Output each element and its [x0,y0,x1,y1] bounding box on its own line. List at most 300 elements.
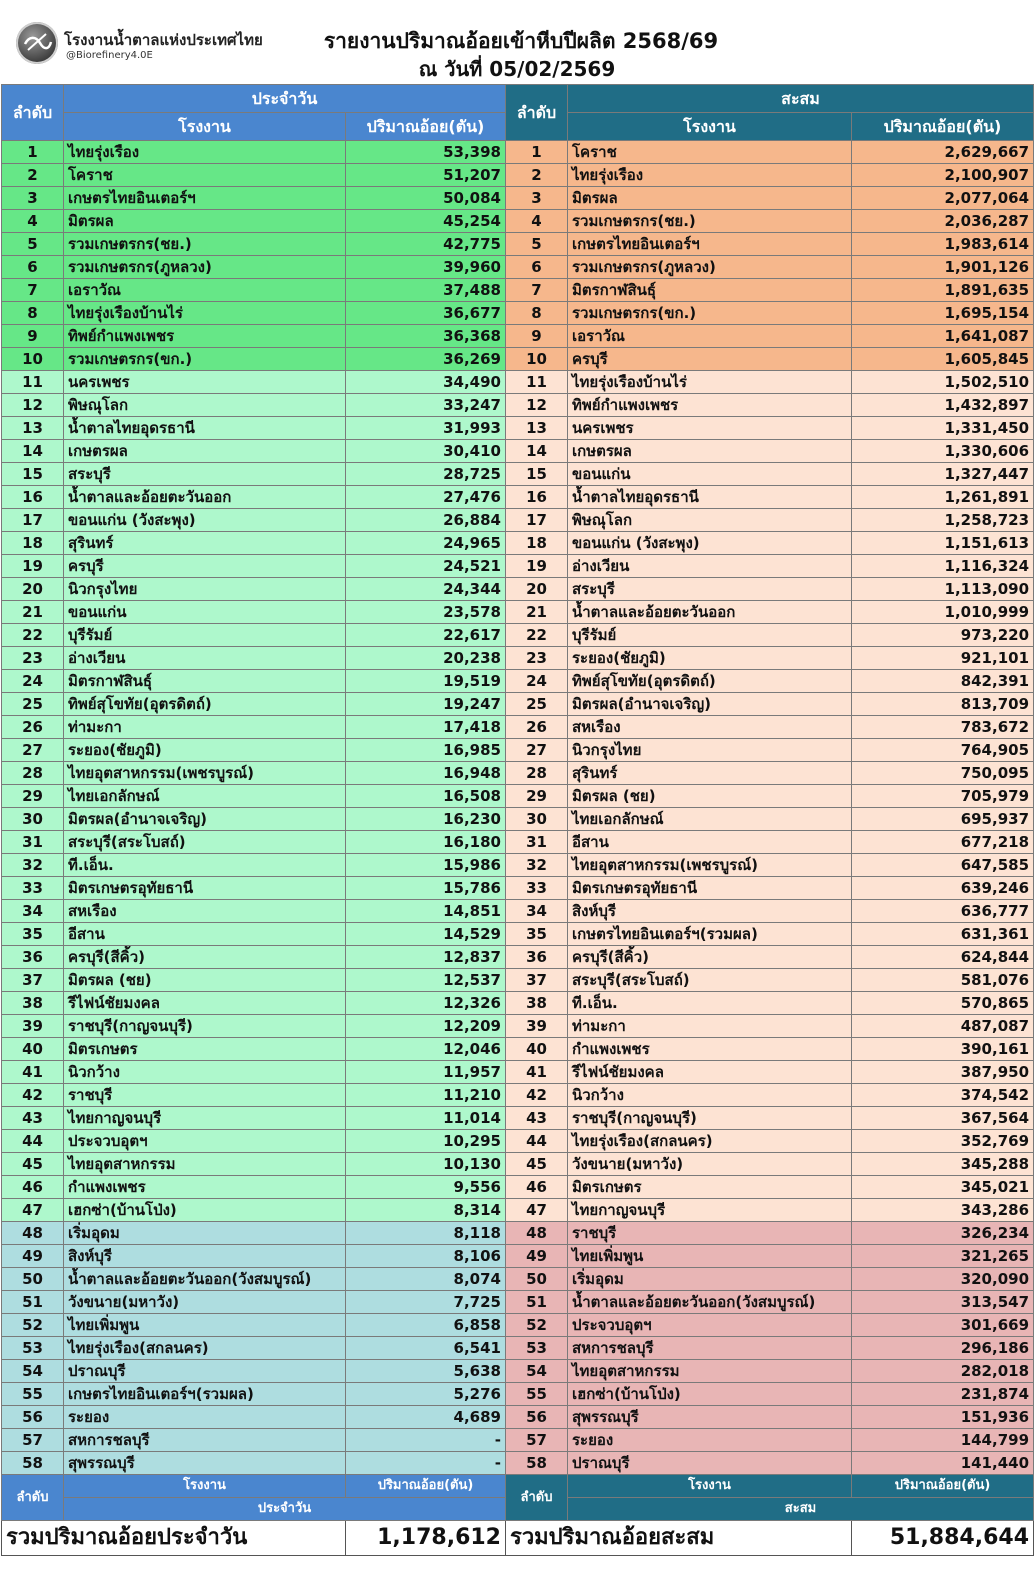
cumulative-factory-cell: เกษตรไทยอินเตอร์ฯ [568,233,852,256]
daily-rank-cell: 54 [2,1360,64,1383]
table-row [2,923,1034,946]
daily-factory-cell: กำแพงเพชร [64,1176,346,1199]
table-row [2,394,1034,417]
cumulative-factory-cell: ไทยเอกลักษณ์ [568,808,852,831]
cumulative-factory-cell: ไทยอุตสาหกรรม [568,1360,852,1383]
table-row [2,1038,1034,1061]
cumulative-amount-cell: 1,327,447 [852,463,1034,486]
cumulative-rank-cell: 2 [506,164,568,187]
table-row [2,854,1034,877]
table-row [2,256,1034,279]
cumulative-factory-cell: ไทยรุ่งเรือง [568,164,852,187]
daily-rank-cell: 18 [2,532,64,555]
daily-rank-cell: 17 [2,509,64,532]
daily-amount-cell: 12,326 [346,992,506,1015]
daily-amount-cell: 6,541 [346,1337,506,1360]
cumulative-amount-cell: 636,777 [852,900,1034,923]
cumulative-factory-cell: ท่ามะกา [568,1015,852,1038]
cumulative-factory-cell: น้ำตาลไทยอุดรธานี [568,486,852,509]
org-handle: @Biorefinery4.0E [66,50,153,61]
daily-factory-cell: ไทยรุ่งเรือง(สกลนคร) [64,1337,346,1360]
cumulative-amount-cell: 2,629,667 [852,141,1034,164]
cumulative-rank-cell: 35 [506,923,568,946]
daily-rank-cell: 45 [2,1153,64,1176]
cumulative-factory-cell: นครเพชร [568,417,852,440]
daily-rank-cell: 13 [2,417,64,440]
daily-factory-cell: เอราวัณ [64,279,346,302]
table-row [2,578,1034,601]
cumulative-factory-cell: อ่างเวียน [568,555,852,578]
daily-rank-cell: 55 [2,1383,64,1406]
daily-factory-header: โรงงาน [64,113,346,141]
cumulative-rank-cell: 12 [506,394,568,417]
daily-amount-cell: 12,837 [346,946,506,969]
cumulative-rank-cell: 44 [506,1130,568,1153]
daily-amount-cell: 16,985 [346,739,506,762]
daily-rank-cell: 5 [2,233,64,256]
cumulative-amount-cell: 842,391 [852,670,1034,693]
cumulative-rank-cell: 48 [506,1222,568,1245]
table-row [2,325,1034,348]
cumulative-factory-cell: รวมเกษตรกร(ภูหลวง) [568,256,852,279]
table-row [2,647,1034,670]
daily-rank-cell: 2 [2,164,64,187]
daily-factory-cell: วังขนาย(มหาวัง) [64,1291,346,1314]
daily-rank-cell: 49 [2,1245,64,1268]
daily-rank-cell: 15 [2,463,64,486]
cumulative-factory-cell: มิตรเกษตร [568,1176,852,1199]
cumulative-factory-cell: ประจวบอุตฯ [568,1314,852,1337]
cumulative-amount-cell: 783,672 [852,716,1034,739]
cumulative-amount-footer: ปริมาณอ้อย(ตัน) [852,1475,1034,1498]
daily-amount-cell: 24,521 [346,555,506,578]
daily-amount-cell: 8,106 [346,1245,506,1268]
daily-rank-cell: 58 [2,1452,64,1475]
daily-factory-cell: ไทยกาญจนบุรี [64,1107,346,1130]
daily-amount-cell: 28,725 [346,463,506,486]
daily-rank-cell: 39 [2,1015,64,1038]
cumulative-amount-cell: 1,116,324 [852,555,1034,578]
cumulative-amount-cell: 1,891,635 [852,279,1034,302]
daily-amount-cell: 4,689 [346,1406,506,1429]
cumulative-factory-cell: สระบุรี [568,578,852,601]
cumulative-factory-cell: ระยอง [568,1429,852,1452]
cumulative-rank-cell: 45 [506,1153,568,1176]
cumulative-factory-cell: ทิพย์สุโขทัย(อุตรดิตถ์) [568,670,852,693]
daily-amount-cell: 20,238 [346,647,506,670]
cumulative-amount-cell: 390,161 [852,1038,1034,1061]
cumulative-factory-cell: โคราช [568,141,852,164]
cumulative-amount-cell: 1,432,897 [852,394,1034,417]
daily-amount-cell: 19,519 [346,670,506,693]
daily-amount-cell: 23,578 [346,601,506,624]
daily-amount-cell: 24,344 [346,578,506,601]
report-header [0,0,1034,84]
daily-rank-cell: 6 [2,256,64,279]
cumulative-amount-cell: 141,440 [852,1452,1034,1475]
daily-rank-cell: 36 [2,946,64,969]
cumulative-amount-cell: 677,218 [852,831,1034,854]
cumulative-rank-cell: 32 [506,854,568,877]
daily-amount-cell: 10,295 [346,1130,506,1153]
cumulative-rank-cell: 23 [506,647,568,670]
daily-factory-cell: รวมเกษตรกร(ขก.) [64,348,346,371]
cumulative-amount-cell: 352,769 [852,1130,1034,1153]
cumulative-rank-cell: 15 [506,463,568,486]
daily-factory-cell: น้ำตาลและอ้อยตะวันออก(วังสมบูรณ์) [64,1268,346,1291]
cumulative-amount-cell: 326,234 [852,1222,1034,1245]
cumulative-amount-cell: 343,286 [852,1199,1034,1222]
cumulative-amount-cell: 1,331,450 [852,417,1034,440]
daily-amount-cell: 12,537 [346,969,506,992]
cumulative-factory-cell: พิษณุโลก [568,509,852,532]
daily-factory-cell: ที.เอ็น. [64,854,346,877]
cumulative-rank-cell: 3 [506,187,568,210]
daily-rank-cell: 30 [2,808,64,831]
report-date: ณ วันที่ 05/02/2569 [418,57,616,81]
cumulative-rank-cell: 6 [506,256,568,279]
daily-rank-cell: 35 [2,923,64,946]
daily-amount-cell: 11,014 [346,1107,506,1130]
totals-row [2,1521,1034,1556]
daily-amount-cell: 50,084 [346,187,506,210]
daily-factory-cell: ขอนแก่น (วังสะพุง) [64,509,346,532]
cumulative-amount-cell: 374,542 [852,1084,1034,1107]
cumulative-amount-cell: 1,010,999 [852,601,1034,624]
daily-factory-cell: รวมเกษตรกร(ชย.) [64,233,346,256]
cumulative-rank-cell: 30 [506,808,568,831]
daily-rank-cell: 51 [2,1291,64,1314]
daily-rank-cell: 23 [2,647,64,670]
cumulative-amount-cell: 764,905 [852,739,1034,762]
table-row [2,371,1034,394]
cumulative-rank-cell: 22 [506,624,568,647]
daily-rank-cell: 42 [2,1084,64,1107]
cumulative-factory-cell: น้ำตาลและอ้อยตะวันออก(วังสมบูรณ์) [568,1291,852,1314]
table-row [2,1107,1034,1130]
daily-rank-cell: 43 [2,1107,64,1130]
daily-amount-cell: 16,948 [346,762,506,785]
table-row [2,233,1034,256]
cumulative-factory-cell: รวมเกษตรกร(ขก.) [568,302,852,325]
daily-amount-cell: 22,617 [346,624,506,647]
daily-amount-cell: 16,508 [346,785,506,808]
table-row [2,348,1034,371]
cumulative-factory-cell: นิวกว้าง [568,1084,852,1107]
daily-factory-cell: เฮกซ่า(บ้านโป่ง) [64,1199,346,1222]
cumulative-amount-cell: 151,936 [852,1406,1034,1429]
daily-rank-cell: 21 [2,601,64,624]
daily-factory-cell: มิตรเกษตร [64,1038,346,1061]
table-row [2,555,1034,578]
daily-rank-cell: 27 [2,739,64,762]
table-row [2,486,1034,509]
cumulative-factory-cell: ไทยรุ่งเรือง(สกลนคร) [568,1130,852,1153]
cumulative-factory-cell: เกษตรไทยอินเตอร์ฯ(รวมผล) [568,923,852,946]
daily-amount-cell: 10,130 [346,1153,506,1176]
daily-factory-cell: เริ่มอุดม [64,1222,346,1245]
daily-factory-cell: อีสาน [64,923,346,946]
cumulative-amount-cell: 631,361 [852,923,1034,946]
cumulative-amount-cell: 321,265 [852,1245,1034,1268]
cumulative-rank-cell: 26 [506,716,568,739]
daily-factory-cell: สหเรือง [64,900,346,923]
cumulative-factory-cell: มิตรผล(อำนาจเจริญ) [568,693,852,716]
cumulative-total-value: 51,884,644 [852,1521,1034,1556]
table-row [2,1015,1034,1038]
cumulative-factory-cell: วังขนาย(มหาวัง) [568,1153,852,1176]
cumulative-amount-cell: 1,901,126 [852,256,1034,279]
cumulative-rank-cell: 13 [506,417,568,440]
daily-rank-cell: 24 [2,670,64,693]
daily-factory-cell: สระบุรี [64,463,346,486]
cumulative-rank-cell: 1 [506,141,568,164]
cumulative-amount-cell: 1,330,606 [852,440,1034,463]
cumulative-amount-cell: 1,502,510 [852,371,1034,394]
daily-factory-cell: ครบุรี [64,555,346,578]
table-row [2,1061,1034,1084]
daily-amount-cell: 8,074 [346,1268,506,1291]
table-row [2,164,1034,187]
daily-total-label: รวมปริมาณอ้อยประจำวัน [2,1521,346,1556]
table-row [2,509,1034,532]
cumulative-amount-cell: 1,605,845 [852,348,1034,371]
table-row [2,1222,1034,1245]
cumulative-factory-cell: ขอนแก่น (วังสะพุง) [568,532,852,555]
cumulative-amount-cell: 921,101 [852,647,1034,670]
daily-amount-cell: 30,410 [346,440,506,463]
daily-factory-cell: ครบุรี(สีคิ้ว) [64,946,346,969]
cumulative-amount-cell: 345,288 [852,1153,1034,1176]
daily-amount-cell: 34,490 [346,371,506,394]
daily-rank-cell: 12 [2,394,64,417]
daily-rank-cell: 38 [2,992,64,1015]
table-row [2,532,1034,555]
cumulative-rank-cell: 56 [506,1406,568,1429]
cumulative-factory-cell: ที.เอ็น. [568,992,852,1015]
daily-rank-cell: 31 [2,831,64,854]
cumulative-rank-cell: 57 [506,1429,568,1452]
cumulative-factory-cell: สหการชลบุรี [568,1337,852,1360]
table-row [2,463,1034,486]
cumulative-amount-cell: 231,874 [852,1383,1034,1406]
table-row [2,1176,1034,1199]
table-row [2,417,1034,440]
table-row [2,279,1034,302]
cumulative-factory-cell: รีไฟน์ชัยมงคล [568,1061,852,1084]
footer-header-row [2,1475,1034,1498]
table-row [2,670,1034,693]
table-row [2,831,1034,854]
cumulative-amount-cell: 695,937 [852,808,1034,831]
table-row [2,624,1034,647]
daily-rank-cell: 29 [2,785,64,808]
daily-amount-cell: 27,476 [346,486,506,509]
table-row [2,1314,1034,1337]
cumulative-rank-cell: 25 [506,693,568,716]
daily-factory-cell: ปราณบุรี [64,1360,346,1383]
cumulative-rank-cell: 21 [506,601,568,624]
daily-amount-cell: 5,276 [346,1383,506,1406]
cumulative-amount-cell: 296,186 [852,1337,1034,1360]
cumulative-factory-cell: ปราณบุรี [568,1452,852,1475]
daily-factory-footer: โรงงาน [64,1475,346,1498]
daily-factory-cell: โคราช [64,164,346,187]
daily-amount-cell: 8,314 [346,1199,506,1222]
table-row [2,900,1034,923]
cumulative-amount-cell: 1,113,090 [852,578,1034,601]
cumulative-factory-cell: ไทยกาญจนบุรี [568,1199,852,1222]
table-row [2,1383,1034,1406]
cumulative-amount-cell: 2,036,287 [852,210,1034,233]
daily-amount-cell: 45,254 [346,210,506,233]
table-row [2,440,1034,463]
daily-factory-cell: มิตรผล(อำนาจเจริญ) [64,808,346,831]
daily-rank-cell: 9 [2,325,64,348]
cumulative-amount-cell: 301,669 [852,1314,1034,1337]
daily-rank-cell: 53 [2,1337,64,1360]
cumulative-factory-cell: กำแพงเพชร [568,1038,852,1061]
daily-amount-cell: 26,884 [346,509,506,532]
cumulative-factory-cell: สุพรรณบุรี [568,1406,852,1429]
daily-rank-cell: 33 [2,877,64,900]
daily-rank-footer: ลำดับ [2,1475,64,1521]
cumulative-factory-cell: ครบุรี [568,348,852,371]
cumulative-rank-cell: 17 [506,509,568,532]
daily-amount-cell: 7,725 [346,1291,506,1314]
daily-factory-cell: รวมเกษตรกร(ภูหลวง) [64,256,346,279]
daily-rank-cell: 34 [2,900,64,923]
daily-amount-cell: 14,529 [346,923,506,946]
daily-factory-cell: ไทยรุ่งเรือง [64,141,346,164]
cumulative-amount-cell: 1,695,154 [852,302,1034,325]
cumulative-factory-cell: สระบุรี(สระโบสถ์) [568,969,852,992]
cumulative-rank-cell: 11 [506,371,568,394]
daily-rank-cell: 56 [2,1406,64,1429]
daily-factory-cell: ระยอง [64,1406,346,1429]
daily-factory-cell: นครเพชร [64,371,346,394]
table-row [2,601,1034,624]
table-row [2,302,1034,325]
cumulative-rank-cell: 14 [506,440,568,463]
cumulative-factory-cell: มิตรกาฬสินธุ์ [568,279,852,302]
cumulative-factory-cell: ไทยอุตสาหกรรม(เพชรบูรณ์) [568,854,852,877]
table-row [2,1360,1034,1383]
daily-factory-cell: มิตรผล (ชย) [64,969,346,992]
cumulative-rank-cell: 53 [506,1337,568,1360]
table-row [2,716,1034,739]
daily-amount-header: ปริมาณอ้อย(ตัน) [346,113,506,141]
cumulative-group-header: สะสม [568,85,1034,113]
table-row [2,1245,1034,1268]
cumulative-factory-cell: ราชบุรี [568,1222,852,1245]
daily-rank-cell: 26 [2,716,64,739]
daily-rank-cell: 32 [2,854,64,877]
daily-rank-cell: 40 [2,1038,64,1061]
daily-amount-cell: 53,398 [346,141,506,164]
cumulative-rank-cell: 4 [506,210,568,233]
cumulative-rank-header: ลำดับ [506,85,568,141]
cumulative-amount-cell: 487,087 [852,1015,1034,1038]
table-row [2,785,1034,808]
cumulative-factory-cell: เริ่มอุดม [568,1268,852,1291]
cumulative-rank-cell: 41 [506,1061,568,1084]
table-row [2,946,1034,969]
daily-rank-cell: 37 [2,969,64,992]
cumulative-rank-cell: 55 [506,1383,568,1406]
daily-factory-cell: ไทยรุ่งเรืองบ้านไร่ [64,302,346,325]
daily-amount-cell: 14,851 [346,900,506,923]
daily-amount-cell: 31,993 [346,417,506,440]
cumulative-factory-cell: ทิพย์กำแพงเพชร [568,394,852,417]
cumulative-factory-cell: ไทยเพิ่มพูน [568,1245,852,1268]
table-row [2,187,1034,210]
table-row [2,1153,1034,1176]
daily-rank-cell: 7 [2,279,64,302]
daily-amount-cell: 11,957 [346,1061,506,1084]
cumulative-amount-cell: 973,220 [852,624,1034,647]
cumulative-total-label: รวมปริมาณอ้อยสะสม [506,1521,852,1556]
daily-factory-cell: พิษณุโลก [64,394,346,417]
cumulative-rank-cell: 5 [506,233,568,256]
cumulative-rank-cell: 43 [506,1107,568,1130]
daily-rank-cell: 4 [2,210,64,233]
daily-rank-cell: 19 [2,555,64,578]
table-row [2,992,1034,1015]
daily-amount-cell: 36,677 [346,302,506,325]
cumulative-rank-cell: 28 [506,762,568,785]
cumulative-factory-cell: ระยอง(ชัยภูมิ) [568,647,852,670]
cumulative-group-footer: สะสม [568,1498,1034,1521]
daily-rank-header: ลำดับ [2,85,64,141]
daily-group-header: ประจำวัน [64,85,506,113]
daily-rank-cell: 57 [2,1429,64,1452]
cumulative-rank-cell: 47 [506,1199,568,1222]
cumulative-factory-cell: เอราวัณ [568,325,852,348]
cumulative-rank-cell: 49 [506,1245,568,1268]
cumulative-rank-cell: 19 [506,555,568,578]
cumulative-rank-cell: 34 [506,900,568,923]
cumulative-amount-cell: 282,018 [852,1360,1034,1383]
cumulative-amount-cell: 1,641,087 [852,325,1034,348]
daily-factory-cell: มิตรผล [64,210,346,233]
cumulative-amount-cell: 144,799 [852,1429,1034,1452]
cumulative-factory-footer: โรงงาน [568,1475,852,1498]
daily-factory-cell: ไทยอุตสาหกรรม(เพชรบูรณ์) [64,762,346,785]
page-title: รายงานปริมาณอ้อยเข้าหีบปีผลิต 2568/69 [323,29,719,53]
daily-factory-cell: สุพรรณบุรี [64,1452,346,1475]
daily-factory-cell: มิตรเกษตรอุทัยธานี [64,877,346,900]
daily-amount-cell: 36,269 [346,348,506,371]
daily-amount-cell: 12,209 [346,1015,506,1038]
daily-amount-cell: 9,556 [346,1176,506,1199]
table-row [2,693,1034,716]
cumulative-rank-cell: 8 [506,302,568,325]
daily-factory-cell: เกษตรไทยอินเตอร์ฯ [64,187,346,210]
daily-amount-cell: 39,960 [346,256,506,279]
daily-factory-cell: ทิพย์กำแพงเพชร [64,325,346,348]
cumulative-amount-cell: 813,709 [852,693,1034,716]
daily-rank-cell: 47 [2,1199,64,1222]
cumulative-factory-cell: น้ำตาลและอ้อยตะวันออก [568,601,852,624]
cumulative-factory-cell: สหเรือง [568,716,852,739]
cumulative-amount-cell: 639,246 [852,877,1034,900]
daily-factory-cell: ราชบุรี [64,1084,346,1107]
cumulative-factory-header: โรงงาน [568,113,852,141]
cumulative-factory-cell: สิงห์บุรี [568,900,852,923]
cumulative-rank-cell: 52 [506,1314,568,1337]
cumulative-amount-cell: 320,090 [852,1268,1034,1291]
